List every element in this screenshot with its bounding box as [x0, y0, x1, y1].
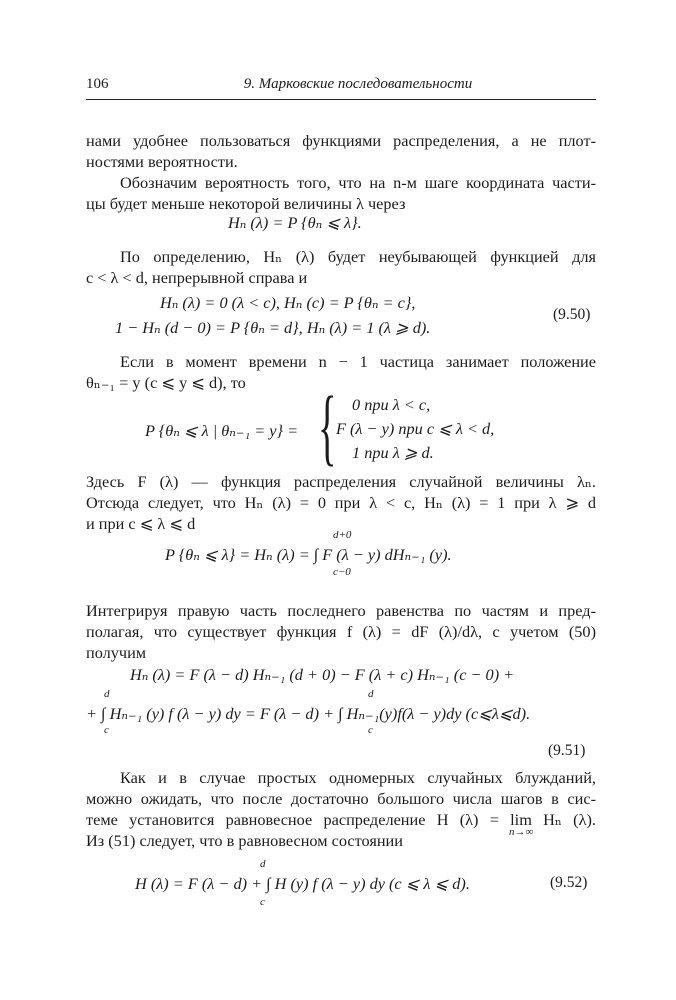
text-line: Из (51) следует, что в равновесном состоянии [86, 831, 403, 850]
integral-lower-limit: c [368, 724, 373, 736]
equation-case: 1 при λ ⩾ d. [352, 443, 434, 462]
brace-glyph: { [318, 378, 337, 474]
text-line: Как и в случае простых одномерных случайных блужданий, [120, 768, 596, 787]
equation-case: 0 при λ < c, [352, 395, 431, 414]
text-line: полагая, что существует функция f (λ) = dF (λ)/dλ, с учетом (50) [86, 622, 596, 641]
integral-upper-limit: d [104, 688, 110, 700]
equation-number: (9.50) [553, 306, 591, 323]
text-line: Отсюда следует, что Hₙ (λ) = 0 при λ < c, Hₙ (λ) = 1 при λ ⩾ d [86, 493, 596, 512]
integral-upper-limit: d [260, 858, 266, 870]
text-line: ностями вероятности. [86, 152, 238, 171]
equation-case: F (λ − y) при c ⩽ λ < d, [336, 419, 495, 438]
text-line: можно ожидать, что после достаточно большого числа шагов в сис- [86, 789, 596, 808]
text-line: нами удобнее пользоваться функциями распределения, а не плот- [86, 131, 596, 150]
integral-lower-limit: c−0 [333, 566, 351, 578]
equation-number: (9.51) [548, 742, 586, 759]
equation-9-51-line2: + ∫ Hₙ₋₁ (y) f (λ − y) dy = F (λ − d) + ∫ Hₙ₋₁(y)f(λ − y)dy (c⩽λ⩽d). [86, 704, 531, 723]
header-rule [86, 99, 596, 100]
text-line: получим [86, 643, 147, 662]
equation-definition: Hₙ (λ) = P {θₙ ⩽ λ}. [228, 213, 362, 232]
equation-9-51-line1: Hₙ (λ) = F (λ − d) Hₙ₋₁ (d + 0) − F (λ + c) Hₙ₋₁ (c − 0) + [130, 665, 515, 684]
page-number: 106 [86, 76, 109, 92]
running-title: 9. Марковские последовательности [243, 76, 473, 92]
equation-9-50-line1: Hₙ (λ) = 0 (λ < c), Hₙ (c) = P {θₙ = c}, [160, 293, 416, 312]
text-line: Интегрируя правую часть последнего равенства по частям и пред- [86, 601, 596, 620]
text-line: Здесь F (λ) — функция распределения случайной величины λₙ. [86, 472, 596, 491]
text-line: цы будет меньше некоторой величины λ через [86, 194, 406, 213]
equation-integral: P {θₙ ⩽ λ} = Hₙ (λ) = ∫ F (λ − y) dHₙ₋₁ (y). [165, 545, 452, 564]
integral-lower-limit: c [104, 724, 109, 736]
text-line: θₙ₋₁ = y (c ⩽ y ⩽ d), то [86, 373, 246, 392]
equation-9-50-line2: 1 − Hₙ (d − 0) = P {θₙ = d}, Hₙ (λ) = 1 (λ ⩾ d). [115, 318, 431, 337]
integral-lower-limit: c [260, 896, 265, 908]
text-line: c < λ < d, непрерывной справа и [86, 268, 308, 287]
text-line: Если в момент времени n − 1 частица занимает положение [120, 352, 596, 371]
text-line: Обозначим вероятность того, что на n-м шаге координата части- [120, 173, 596, 192]
integral-upper-limit: d+0 [333, 529, 352, 541]
text-line: теме установится равновесное распределение H (λ) = lim Hₙ (λ). [86, 810, 596, 829]
equation-conditional-lhs: P {θₙ ⩽ λ | θₙ₋₁ = y} = [145, 421, 299, 440]
text-line: По определению, Hₙ (λ) будет неубывающей функцией для [120, 247, 596, 266]
equation-9-52: H (λ) = F (λ − d) + ∫ H (y) f (λ − y) dy (c ⩽ λ ⩽ d). [135, 874, 470, 893]
limit-subscript: n→∞ [509, 826, 534, 838]
equation-number: (9.52) [550, 874, 588, 891]
text-line: и при c ⩽ λ ⩽ d [86, 514, 196, 533]
integral-upper-limit: d [368, 688, 374, 700]
